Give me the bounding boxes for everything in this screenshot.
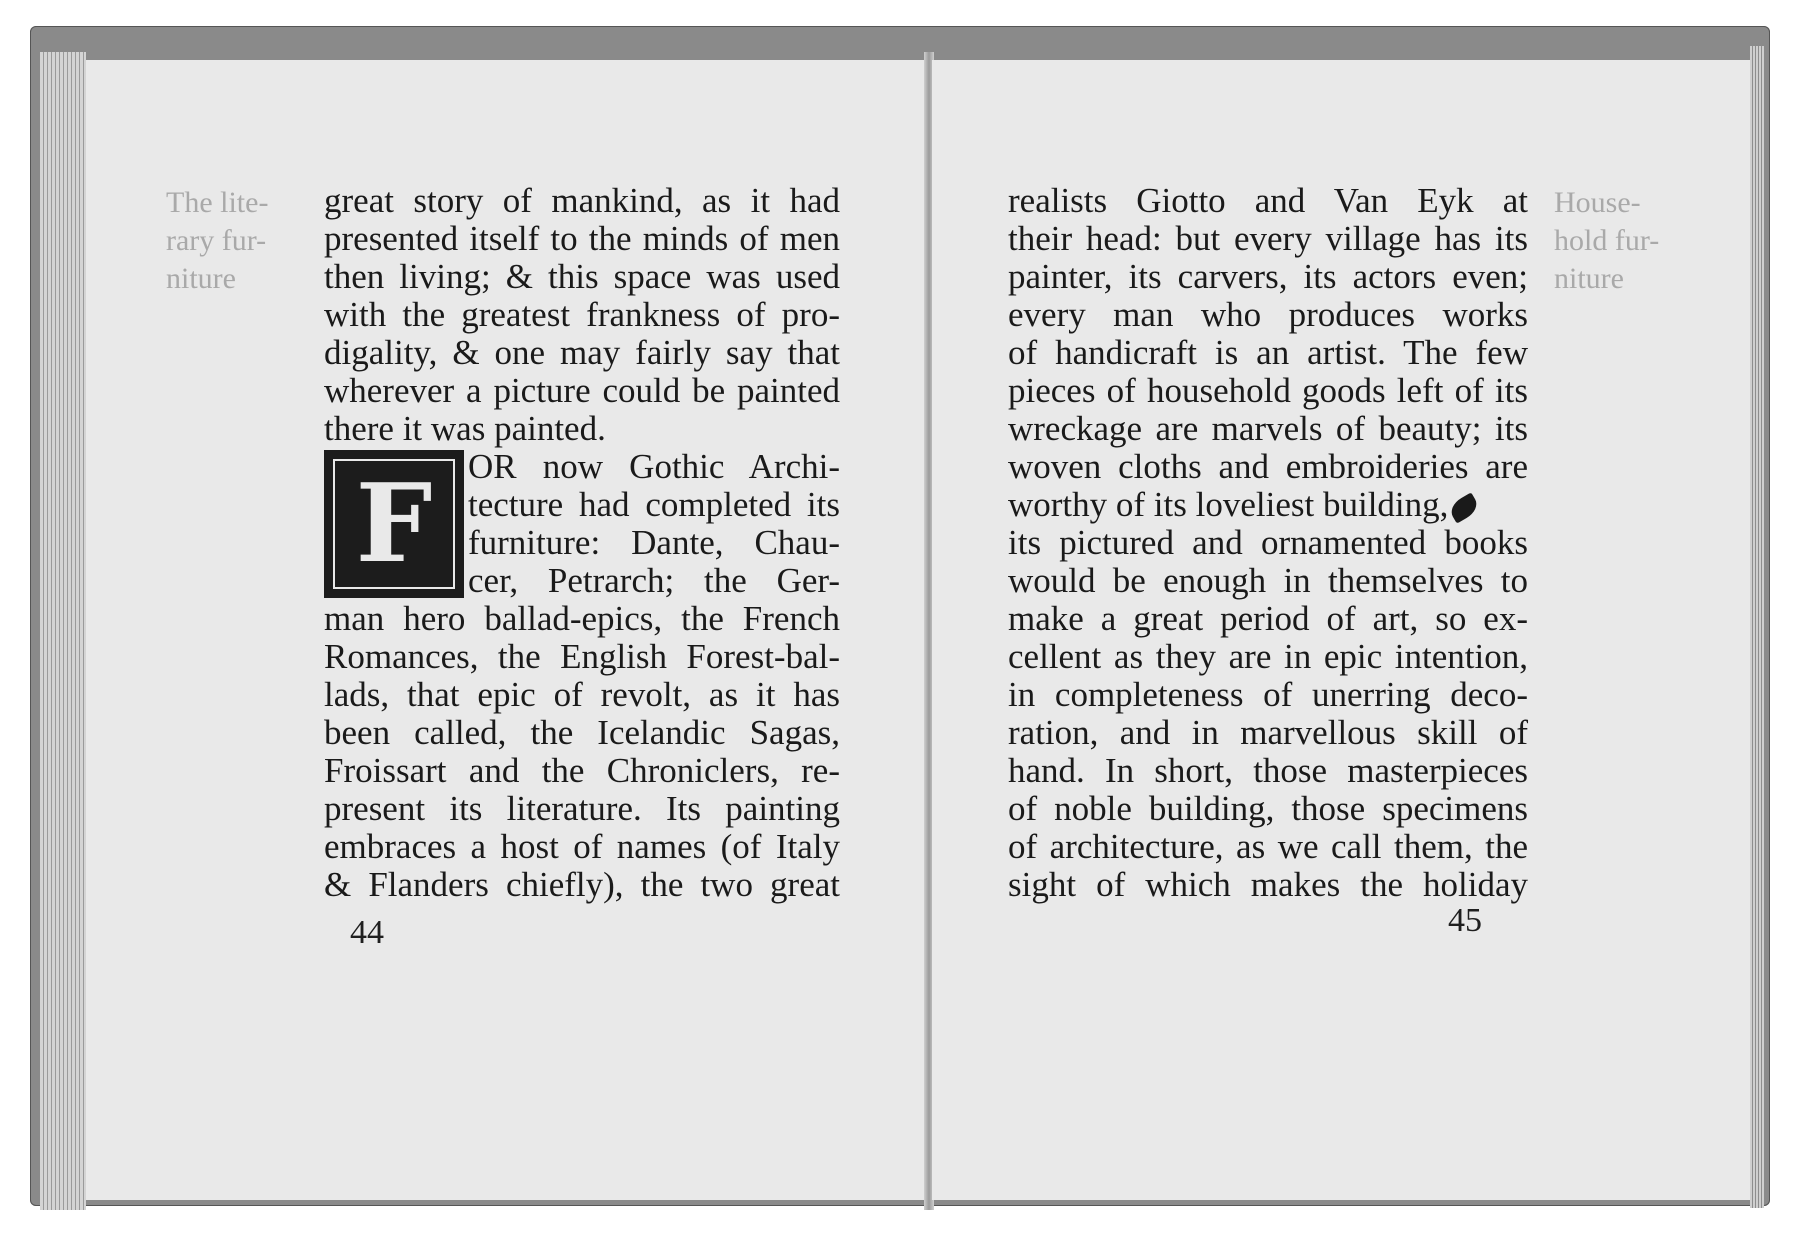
open-book <box>30 26 1770 1206</box>
text-line: embraces a host of names (of Italy <box>324 827 840 866</box>
text-line: digality, & one may fairly say that <box>324 333 840 372</box>
leaf-ornament-icon <box>1447 492 1481 523</box>
initial-lines <box>468 448 840 600</box>
text-line: been called, the Icelandic Sagas, <box>324 713 840 752</box>
page-number: 45 <box>1448 902 1482 939</box>
left-page-edges <box>40 52 86 1210</box>
text-line: & Flanders chiefly), the two great <box>324 865 840 904</box>
text-line: wreckage are marvels of beauty; its <box>1008 409 1528 448</box>
initial-paragraph-start <box>324 448 840 600</box>
text-line: in completeness of unerring deco- <box>1008 675 1528 714</box>
left-text-block <box>324 182 840 904</box>
text-line: wherever a picture could be painted <box>324 371 840 410</box>
right-page <box>932 60 1750 1200</box>
text-line: of noble building, those specimens <box>1008 789 1528 828</box>
initial-frame <box>333 459 455 589</box>
text-line: presented itself to the minds of men <box>324 219 840 258</box>
text-line: then living; & this space was used <box>324 257 840 296</box>
left-page <box>86 60 930 1200</box>
text-line: man hero ballad-epics, the French <box>324 599 840 638</box>
text-line: every man who produces works <box>1008 295 1528 334</box>
marginal-line: House- <box>1554 186 1641 219</box>
left-marginal-note <box>166 184 268 298</box>
text-line: would be enough in themselves to <box>1008 561 1528 600</box>
text-line: present its literature. Its painting <box>324 789 840 828</box>
decorated-initial <box>324 450 464 598</box>
text-line: ration, and in marvellous skill of <box>1008 713 1528 752</box>
text-line: make a great period of art, so ex- <box>1008 599 1528 638</box>
text-line: pieces of household goods left of its <box>1008 371 1528 410</box>
page-number: 44 <box>350 914 384 951</box>
text-line: their head: but every village has its <box>1008 219 1528 258</box>
text-line: of handicraft is an artist. The few <box>1008 333 1528 372</box>
text-line: lads, that epic of revolt, as it has <box>324 675 840 714</box>
text-line: great story of mankind, as it had <box>324 181 840 220</box>
right-text-block <box>1008 182 1528 904</box>
marginal-line: The lite- <box>166 186 269 219</box>
right-page-edges <box>1750 46 1764 1208</box>
text-line: with the greatest frankness of pro- <box>324 295 840 334</box>
text-line: there it was painted. <box>324 409 606 448</box>
text-line: painter, its carvers, its actors even; <box>1008 257 1528 296</box>
text-line: of architecture, as we call them, the <box>1008 827 1528 866</box>
marginal-line: niture <box>166 262 236 295</box>
text-line: furniture: Dante, Chau- <box>468 523 840 562</box>
text-line: its pictured and ornamented books <box>1008 523 1528 562</box>
marginal-line: niture <box>1554 262 1624 295</box>
text-line-content: worthy of its loveliest building, <box>1008 485 1449 524</box>
text-line: OR now Gothic Archi- <box>468 447 840 486</box>
text-line: sight of which makes the holiday <box>1008 865 1528 904</box>
text-line: cer, Petrarch; the Ger- <box>468 561 840 600</box>
text-line: realists Giotto and Van Eyk at <box>1008 181 1528 220</box>
text-line: woven cloths and embroideries are <box>1008 447 1528 486</box>
initial-letter: F <box>355 461 433 587</box>
text-line: Romances, the English Forest-bal- <box>324 637 840 676</box>
text-line: Froissart and the Chroniclers, re- <box>324 751 840 790</box>
text-line: tecture had completed its <box>468 485 840 524</box>
text-line: hand. In short, those masterpieces <box>1008 751 1528 790</box>
marginal-line: rary fur- <box>166 224 267 257</box>
marginal-line: hold fur- <box>1554 224 1660 257</box>
text-line <box>1008 486 1528 524</box>
text-line: cellent as they are in epic intention, <box>1008 637 1528 676</box>
right-marginal-note <box>1554 184 1659 298</box>
